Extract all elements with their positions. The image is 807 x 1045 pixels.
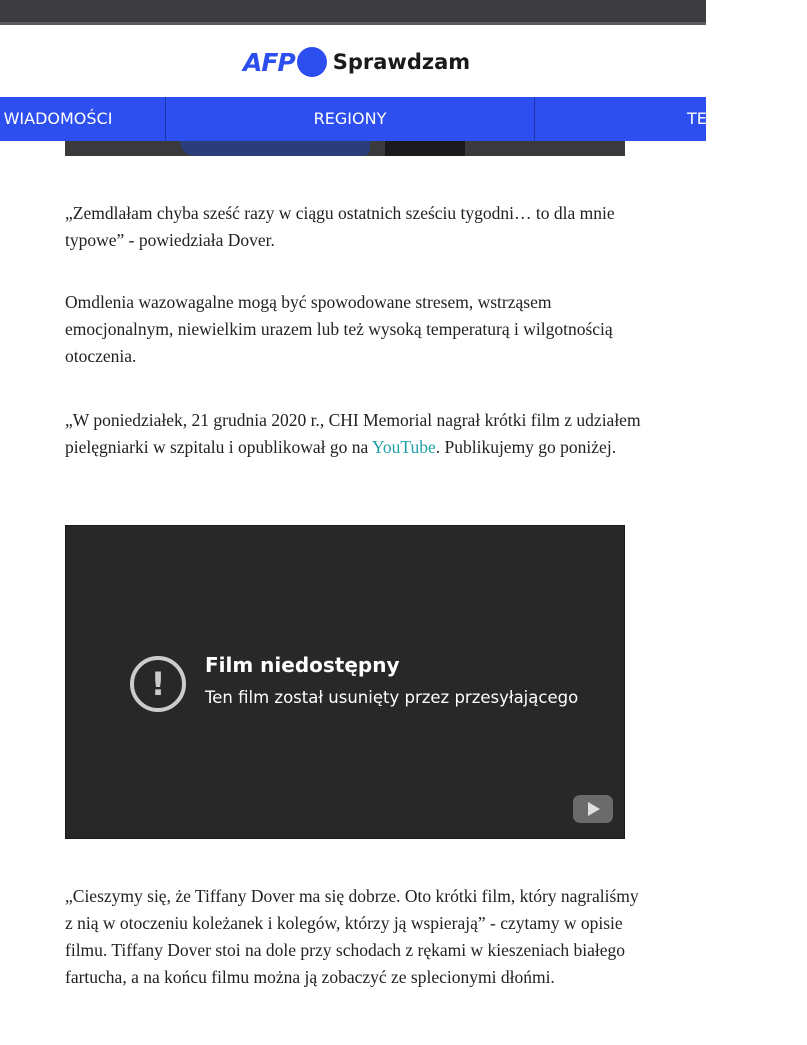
embedded-video[interactable] xyxy=(65,525,625,839)
paragraph-text: „W poniedziałek, 21 grudnia 2020 r., CHI Memorial nagrał krótki film z udziałem pielęgniarki w szpitalu i opublikował go na xyxy=(65,410,641,457)
article-image-bottom xyxy=(65,141,625,156)
nav-item-wiadomosci[interactable] xyxy=(0,97,164,141)
article-paragraph-4: „Cieszymy się, że Tiffany Dover ma się dobrze. Oto krótki film, który nagraliśmy z nią w otoczeniu koleżanek i kolegów, którzy ją wspierają” - czytamy w opisie filmu. Tiffany Dover stoi na dole przy schodach z rękami w kieszeniach białego fartucha, a na końcu filmu można ją zobaczyć ze splecionymi dłońmi. xyxy=(65,886,639,987)
nav-divider xyxy=(534,97,535,141)
brand-name: Sprawdzam xyxy=(332,50,471,74)
nav-item-tematy[interactable] xyxy=(687,97,807,141)
article-paragraph-2: Omdlenia wazowagalne mogą być spowodowane stresem, wstrząsem emocjonalnym, niewielkim urazem lub też wysoką temperaturą i wilgotnością otoczenia. xyxy=(65,292,613,366)
exclamation-circle-icon: ! xyxy=(130,656,186,712)
site-logo[interactable] xyxy=(243,45,470,79)
image-shape xyxy=(385,141,465,156)
site-header xyxy=(0,25,706,97)
article-paragraph-3 xyxy=(65,407,645,461)
nav-item-label: WIADOMOŚCI xyxy=(3,109,113,128)
video-unavailable-message: Ten film został usunięty przez przesyłającego xyxy=(205,688,579,707)
nav-item-label: TEMATY xyxy=(687,109,750,128)
afp-logo-text: AFP xyxy=(243,47,295,77)
article-paragraph-1: „Zemdlałam chyba sześć razy w ciągu ostatnich sześciu tygodni… to dla mnie typowe” - powiedziała Dover. xyxy=(65,203,615,250)
paragraph-text: . Publikujemy go poniżej. xyxy=(435,437,617,457)
youtube-play-icon[interactable] xyxy=(573,795,613,823)
main-nav xyxy=(0,97,750,141)
nav-item-label: REGIONY xyxy=(313,109,387,128)
afp-logo-dot-icon xyxy=(297,47,327,77)
youtube-link[interactable]: YouTube xyxy=(372,437,436,457)
video-unavailable-title: Film niedostępny xyxy=(205,653,400,677)
nav-item-regiony[interactable] xyxy=(166,97,534,141)
play-triangle xyxy=(588,802,600,816)
browser-top-bar xyxy=(0,0,706,22)
image-shape xyxy=(180,141,370,156)
